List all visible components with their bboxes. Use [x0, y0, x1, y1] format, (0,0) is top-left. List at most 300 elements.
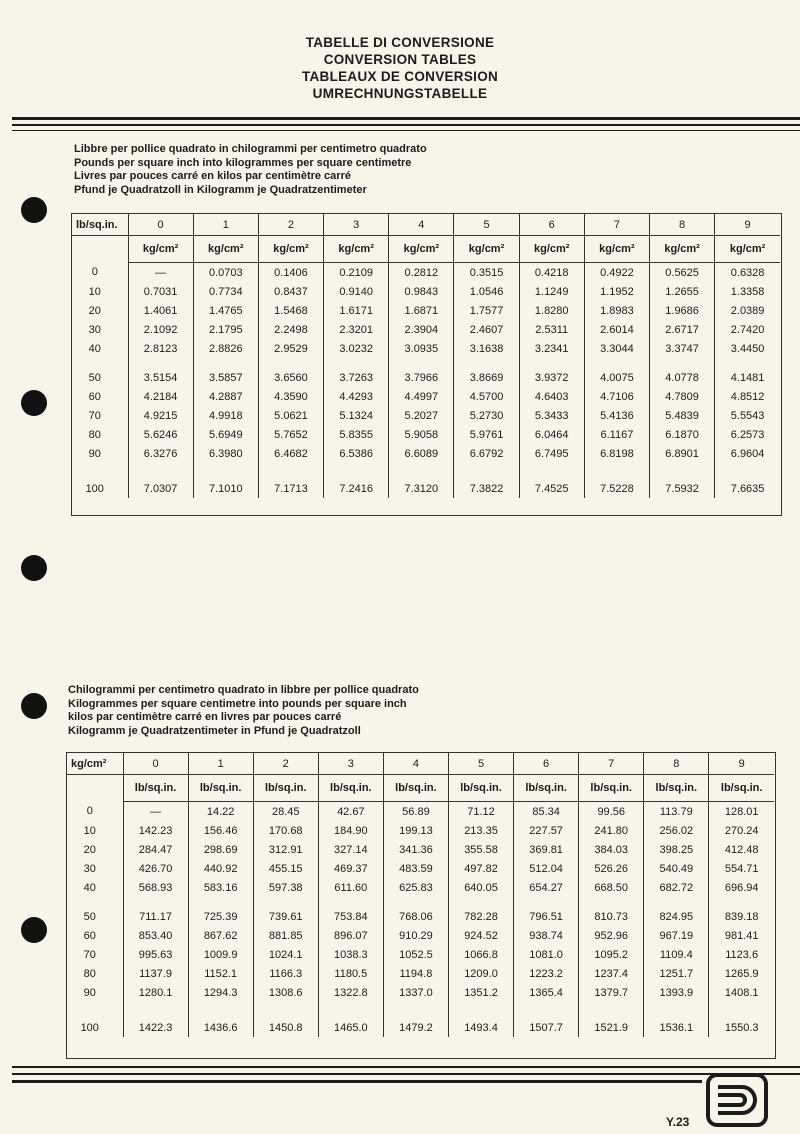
row-label: 20	[88, 304, 101, 317]
punch-hole	[21, 555, 47, 581]
table-cell: 4.5700	[454, 387, 519, 406]
table-cell: 1109.4	[644, 945, 709, 964]
gap-cell	[519, 358, 584, 368]
table-cell: 2.6014	[584, 320, 649, 339]
table-cell: 6.6089	[389, 444, 454, 463]
table-row	[72, 301, 780, 320]
table-cell: 497.82	[448, 859, 513, 878]
table-cell: 3.7263	[324, 368, 389, 387]
table-cell: 384.03	[579, 840, 644, 859]
table-cell: 426.70	[123, 859, 188, 878]
table-cell: 256.02	[644, 821, 709, 840]
table-cell: 739.61	[253, 907, 318, 926]
table-cell: 1536.1	[644, 1012, 709, 1037]
table-row	[72, 406, 780, 425]
unit-header: kg/cm²	[128, 236, 193, 263]
gap-cell	[448, 1002, 513, 1012]
gap-cell	[650, 358, 715, 368]
table-cell: 5.6246	[128, 425, 193, 444]
caption-line: Pfund je Quadratzoll in Kilogramm je Quadratzentimeter	[74, 183, 367, 196]
table-cell: 1351.2	[448, 983, 513, 1002]
unit-header: kg/cm²	[715, 236, 780, 263]
caption-line: Kilogrammes per square centimetre into pounds per square inch	[68, 697, 407, 710]
table-cell: 2.2498	[258, 320, 323, 339]
table-cell: 1465.0	[318, 1012, 383, 1037]
table-cell: 7.6635	[715, 473, 780, 498]
table-cell: 1024.1	[253, 945, 318, 964]
table-cell: 5.2027	[389, 406, 454, 425]
table-cell: 355.58	[448, 840, 513, 859]
table-cell: 4.1481	[715, 368, 780, 387]
table-cell: 4.4997	[389, 387, 454, 406]
table-row	[67, 878, 774, 897]
header-rule	[12, 130, 800, 131]
table-cell: 682.72	[644, 878, 709, 897]
table-cell: 2.8826	[193, 339, 258, 358]
table-cell: 540.49	[644, 859, 709, 878]
table-cell: 3.4450	[715, 339, 780, 358]
table-cell: 6.8901	[650, 444, 715, 463]
gap-cell	[389, 463, 454, 473]
table-cell: 4.2184	[128, 387, 193, 406]
row-label: 60	[83, 929, 96, 942]
table-cell: 99.56	[579, 802, 644, 822]
table-cell: 2.0389	[715, 301, 780, 320]
column-index: 8	[650, 214, 715, 236]
table-cell: 1166.3	[253, 964, 318, 983]
table-row	[72, 368, 780, 387]
table-cell: 668.50	[579, 878, 644, 897]
table-cell: 924.52	[448, 926, 513, 945]
table-cell: 4.7106	[584, 387, 649, 406]
table-cell: 1.1952	[584, 282, 649, 301]
table-cell: 611.60	[318, 878, 383, 897]
title-de: UMRECHNUNGSTABELLE	[312, 86, 488, 101]
gap-cell	[454, 463, 519, 473]
gap-cell	[709, 897, 774, 907]
table-cell: 113.79	[644, 802, 709, 822]
table1-caption	[74, 143, 427, 197]
table-cell: 312.91	[253, 840, 318, 859]
table-cell: 1.4061	[128, 301, 193, 320]
table-cell: 1408.1	[709, 983, 774, 1002]
gap-cell	[519, 463, 584, 473]
row-label: 80	[88, 428, 101, 441]
gap-cell	[188, 897, 253, 907]
punch-hole	[21, 917, 47, 943]
gap-cell	[715, 358, 780, 368]
table-cell: 1.1249	[519, 282, 584, 301]
table-cell: 3.3044	[584, 339, 649, 358]
table-cell: 1152.1	[188, 964, 253, 983]
column-index: 4	[389, 214, 454, 236]
gap-cell	[383, 1002, 448, 1012]
table-cell: 1322.8	[318, 983, 383, 1002]
table-cell: 1.0546	[454, 282, 519, 301]
title-it: TABELLE DI CONVERSIONE	[305, 35, 495, 50]
table-cell: 1379.7	[579, 983, 644, 1002]
table-cell: 1550.3	[709, 1012, 774, 1037]
unit-header: lb/sq.in.	[448, 775, 513, 802]
table-cell: 1507.7	[514, 1012, 579, 1037]
table2-caption	[68, 684, 419, 738]
table-cell: 170.68	[253, 821, 318, 840]
row-label: 60	[88, 390, 101, 403]
row-label: 40	[88, 342, 101, 355]
row-label: 100	[85, 483, 104, 495]
table-row	[72, 387, 780, 406]
table-cell: 0.2812	[389, 263, 454, 283]
unit-header: kg/cm²	[324, 236, 389, 263]
unit-header: lb/sq.in.	[709, 775, 774, 802]
gap-cell	[258, 463, 323, 473]
table-cell: 0.6328	[715, 263, 780, 283]
caption-line: Libbre per pollice quadrato in chilogrammi per centimetro quadrato	[74, 143, 427, 155]
table-cell: 7.1713	[258, 473, 323, 498]
table-cell: 184.90	[318, 821, 383, 840]
gap-cell	[128, 463, 193, 473]
table-cell: 867.62	[188, 926, 253, 945]
table-cell: 910.29	[383, 926, 448, 945]
table-row	[67, 802, 774, 822]
table-cell: 3.9372	[519, 368, 584, 387]
caption-line: Pounds per square inch into kilogrammes per square centimetre	[74, 156, 412, 169]
table-cell: 597.38	[253, 878, 318, 897]
table-cell: 5.9058	[389, 425, 454, 444]
table-cell: 654.27	[514, 878, 579, 897]
table-row	[72, 473, 780, 498]
row-label: 70	[83, 948, 96, 961]
table-cell: 1450.8	[253, 1012, 318, 1037]
table-cell: 6.1167	[584, 425, 649, 444]
table-cell: 1422.3	[123, 1012, 188, 1037]
row-label: 40	[83, 881, 96, 894]
gap-cell	[324, 358, 389, 368]
column-index: 0	[128, 214, 193, 236]
table-cell: 0.9843	[389, 282, 454, 301]
table-cell: 1.8983	[584, 301, 649, 320]
table-row	[72, 320, 780, 339]
unit-header: lb/sq.in.	[253, 775, 318, 802]
footer-rule	[12, 1080, 702, 1083]
table-cell: 3.6560	[258, 368, 323, 387]
table-cell: 995.63	[123, 945, 188, 964]
column-index-row	[72, 214, 780, 236]
page-titles	[0, 34, 800, 102]
table-row	[67, 907, 774, 926]
column-index: 3	[324, 214, 389, 236]
row-label: 90	[88, 447, 101, 460]
table-cell: 128.01	[709, 802, 774, 822]
table-cell: 5.6949	[193, 425, 258, 444]
table-cell: 284.47	[123, 840, 188, 859]
gap-cell	[72, 358, 128, 368]
table2	[67, 753, 774, 1037]
table-cell: 2.1795	[193, 320, 258, 339]
table-cell: 0.0703	[193, 263, 258, 283]
table-cell: 227.57	[514, 821, 579, 840]
table-cell: 768.06	[383, 907, 448, 926]
unit-header: kg/cm²	[584, 236, 649, 263]
table-cell: 711.17	[123, 907, 188, 926]
column-index: 3	[318, 753, 383, 775]
row-gap	[67, 1002, 774, 1012]
table-cell: 1.4765	[193, 301, 258, 320]
table-cell: 1137.9	[123, 964, 188, 983]
table-cell: 725.39	[188, 907, 253, 926]
gap-cell	[193, 358, 258, 368]
gap-cell	[128, 358, 193, 368]
gap-cell	[584, 463, 649, 473]
gap-cell	[650, 463, 715, 473]
gap-cell	[258, 358, 323, 368]
table-cell: 6.6792	[454, 444, 519, 463]
table-row	[67, 983, 774, 1002]
unit-header: kg/cm²	[650, 236, 715, 263]
column-index: 2	[253, 753, 318, 775]
table-row	[72, 282, 780, 301]
table-cell: 1123.6	[709, 945, 774, 964]
table-cell: 270.24	[709, 821, 774, 840]
caption-line: Livres par pouces carré en kilos par centimètre carré	[74, 170, 351, 182]
table-cell: 142.23	[123, 821, 188, 840]
column-index-row	[67, 753, 774, 775]
table-cell: 1393.9	[644, 983, 709, 1002]
table-cell: 3.7966	[389, 368, 454, 387]
table-cell: 7.3822	[454, 473, 519, 498]
column-index: 4	[383, 753, 448, 775]
unit-row-spacer	[67, 775, 123, 802]
table-cell: 0.7031	[128, 282, 193, 301]
table-cell: 2.6717	[650, 320, 715, 339]
column-index: 7	[584, 214, 649, 236]
table-cell: 1479.2	[383, 1012, 448, 1037]
table-cell: 1.9686	[650, 301, 715, 320]
caption-line: Chilogrammi per centimetro quadrato in libbre per pollice quadrato	[68, 684, 419, 696]
table-cell: 952.96	[579, 926, 644, 945]
unit-row	[72, 236, 780, 263]
unit-header: kg/cm²	[389, 236, 454, 263]
gap-cell	[448, 897, 513, 907]
table-cell: 7.2416	[324, 473, 389, 498]
table-cell: 6.8198	[584, 444, 649, 463]
table-cell: 3.5154	[128, 368, 193, 387]
column-index: 1	[193, 214, 258, 236]
table-cell: 0.1406	[258, 263, 323, 283]
table-cell: 3.0935	[389, 339, 454, 358]
table-cell: 1493.4	[448, 1012, 513, 1037]
table-cell: 6.7495	[519, 444, 584, 463]
table-row	[67, 945, 774, 964]
table-corner-label: kg/cm²	[67, 753, 123, 775]
table-cell: 583.16	[188, 878, 253, 897]
table-cell: 1209.0	[448, 964, 513, 983]
table-cell: 156.46	[188, 821, 253, 840]
table-cell: 1251.7	[644, 964, 709, 983]
table-cell: 1.5468	[258, 301, 323, 320]
title-fr: TABLEAUX DE CONVERSION	[301, 69, 499, 84]
table-cell: 4.9215	[128, 406, 193, 425]
table-row	[72, 263, 780, 283]
table-cell: 6.1870	[650, 425, 715, 444]
table-cell: 0.9140	[324, 282, 389, 301]
row-label: 10	[83, 824, 96, 837]
unit-header: lb/sq.in.	[514, 775, 579, 802]
punch-hole	[21, 390, 47, 416]
table-cell: 199.13	[383, 821, 448, 840]
gap-cell	[123, 1002, 188, 1012]
table-cell: 5.1324	[324, 406, 389, 425]
gap-cell	[383, 897, 448, 907]
unit-header: kg/cm²	[519, 236, 584, 263]
table-cell: 1052.5	[383, 945, 448, 964]
table-cell: 4.9918	[193, 406, 258, 425]
gap-cell	[253, 897, 318, 907]
unit-header: kg/cm²	[258, 236, 323, 263]
table-cell: 6.9604	[715, 444, 780, 463]
table-cell: 1081.0	[514, 945, 579, 964]
table-cell: 824.95	[644, 907, 709, 926]
gap-cell	[188, 1002, 253, 1012]
gap-cell	[644, 897, 709, 907]
table-cell: 568.93	[123, 878, 188, 897]
table-cell: 4.3590	[258, 387, 323, 406]
table-cell: —	[123, 802, 188, 822]
caption-line: kilos par centimètre carré en livres par pouces carré	[68, 711, 342, 723]
table-cell: 753.84	[318, 907, 383, 926]
row-label: 30	[83, 862, 96, 875]
table-cell: 5.9761	[454, 425, 519, 444]
table-cell: 241.80	[579, 821, 644, 840]
punch-hole	[21, 197, 47, 223]
column-index: 7	[579, 753, 644, 775]
table-cell: 483.59	[383, 859, 448, 878]
table-cell: 0.3515	[454, 263, 519, 283]
table-cell: 1280.1	[123, 983, 188, 1002]
table-cell: 526.26	[579, 859, 644, 878]
column-index: 2	[258, 214, 323, 236]
table-cell: 853.40	[123, 926, 188, 945]
gap-cell	[253, 1002, 318, 1012]
table-cell: 5.8355	[324, 425, 389, 444]
table-cell: 896.07	[318, 926, 383, 945]
unit-header: kg/cm²	[193, 236, 258, 263]
unit-row	[67, 775, 774, 802]
table-row	[72, 339, 780, 358]
row-label: 50	[88, 371, 101, 384]
table-cell: 1365.4	[514, 983, 579, 1002]
gap-cell	[709, 1002, 774, 1012]
table-cell: 5.5543	[715, 406, 780, 425]
unit-header: lb/sq.in.	[644, 775, 709, 802]
gap-cell	[318, 1002, 383, 1012]
table-cell: 1066.8	[448, 945, 513, 964]
table-cell: 369.81	[514, 840, 579, 859]
table-cell: 3.8669	[454, 368, 519, 387]
table-cell: 2.4607	[454, 320, 519, 339]
table-cell: 796.51	[514, 907, 579, 926]
table-cell: 5.2730	[454, 406, 519, 425]
table-cell: 0.2109	[324, 263, 389, 283]
table-row	[72, 444, 780, 463]
header-rule	[12, 124, 800, 126]
table-cell: 7.4525	[519, 473, 584, 498]
table-cell: 4.6403	[519, 387, 584, 406]
column-index: 1	[188, 753, 253, 775]
table-cell: 469.37	[318, 859, 383, 878]
table-cell: 1308.6	[253, 983, 318, 1002]
table-cell: 1337.0	[383, 983, 448, 1002]
gap-cell	[67, 1002, 123, 1012]
column-index: 0	[123, 753, 188, 775]
row-label: 0	[86, 805, 93, 818]
table-cell: 398.25	[644, 840, 709, 859]
table-cell: 4.2887	[193, 387, 258, 406]
table-cell: 3.3747	[650, 339, 715, 358]
unit-header: lb/sq.in.	[579, 775, 644, 802]
table-cell: 455.15	[253, 859, 318, 878]
unit-header: lb/sq.in.	[188, 775, 253, 802]
table-cell: 0.8437	[258, 282, 323, 301]
table-cell: 512.04	[514, 859, 579, 878]
table1	[72, 214, 780, 498]
table-cell: 1009.9	[188, 945, 253, 964]
table-cell: 28.45	[253, 802, 318, 822]
table-cell: 2.9529	[258, 339, 323, 358]
table-cell: 810.73	[579, 907, 644, 926]
table-cell: 56.89	[383, 802, 448, 822]
table-cell: 4.7809	[650, 387, 715, 406]
gap-cell	[67, 897, 123, 907]
table-cell: 625.83	[383, 878, 448, 897]
table-cell: 327.14	[318, 840, 383, 859]
table-cell: 967.19	[644, 926, 709, 945]
table-cell: 4.4293	[324, 387, 389, 406]
table-cell: 6.3276	[128, 444, 193, 463]
table-cell: 2.5311	[519, 320, 584, 339]
table-cell: 1.6171	[324, 301, 389, 320]
gap-cell	[514, 897, 579, 907]
table-cell: 1180.5	[318, 964, 383, 983]
table-cell: 6.0464	[519, 425, 584, 444]
table-cell: 1.2655	[650, 282, 715, 301]
table-cell: 1.3358	[715, 282, 780, 301]
table-cell: 1294.3	[188, 983, 253, 1002]
column-index: 9	[709, 753, 774, 775]
row-label: 0	[91, 266, 98, 279]
title-en: CONVERSION TABLES	[323, 52, 477, 67]
table-cell: 412.48	[709, 840, 774, 859]
column-index: 6	[514, 753, 579, 775]
table-cell: 782.28	[448, 907, 513, 926]
table-cell: 3.0232	[324, 339, 389, 358]
table-cell: 85.34	[514, 802, 579, 822]
unit-header: lb/sq.in.	[383, 775, 448, 802]
table-cell: 0.7734	[193, 282, 258, 301]
table-cell: 5.4839	[650, 406, 715, 425]
table-row	[67, 1012, 774, 1037]
gap-cell	[584, 358, 649, 368]
table-cell: 440.92	[188, 859, 253, 878]
table-row	[67, 964, 774, 983]
column-index: 5	[454, 214, 519, 236]
table-cell: 4.0778	[650, 368, 715, 387]
table-cell: 5.0621	[258, 406, 323, 425]
table-cell: 6.5386	[324, 444, 389, 463]
table-cell: 839.18	[709, 907, 774, 926]
table-cell: 2.7420	[715, 320, 780, 339]
gap-cell	[389, 358, 454, 368]
